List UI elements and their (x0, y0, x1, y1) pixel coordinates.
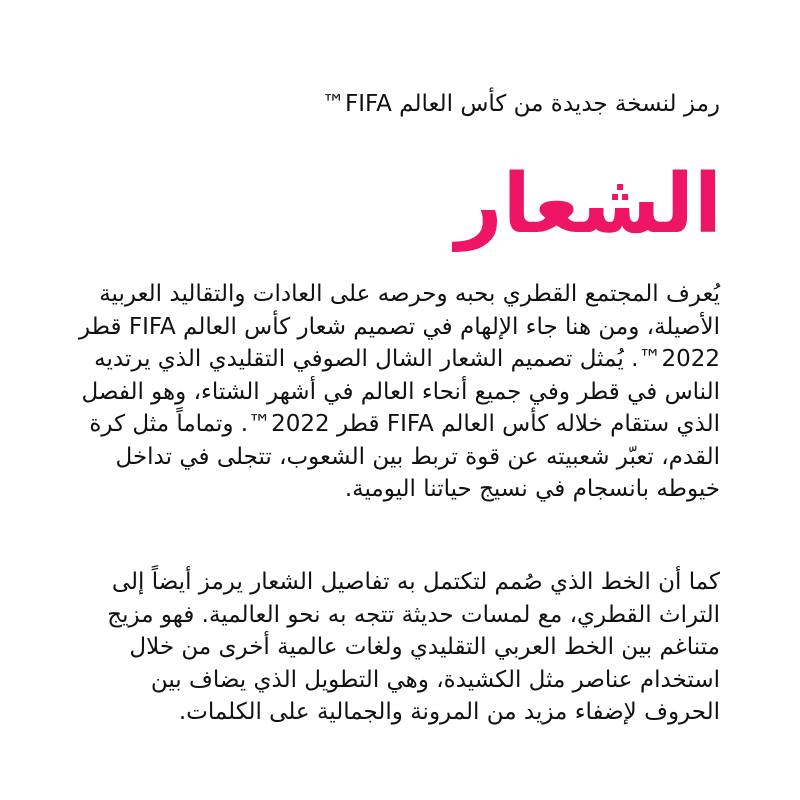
page-title: الشعار (455, 157, 722, 252)
body-paragraph-1: يُعرف المجتمع القطري بحبه وحرصه على العادات والتقاليد العربية الأصيلة، ومن هنا جاء الإلهام في تصميم شعار كأس العالم FIFA قطر 2022™. يُمثل تصميم الشعار الشال الصوفي التقليدي الذي يرتديه الناس في قطر وفي جميع أنحاء العالم في أشهر الشتاء، وهو الفصل الذي ستقام خلاله كأس العالم FIFA قطر 2022™. وتماماً مثل كرة القدم، تعبّر شعبيته عن قوة تربط بين الشعوب، تتجلى في تداخل خيوطه بانسجام في نسيج حياتنا اليومية. (78, 281, 720, 502)
body-paragraph-2: كما أن الخط الذي صُمم لتكتمل به تفاصيل الشعار يرمز أيضاً إلى التراث القطري، مع لمسات حديثة تتجه به نحو العالمية. فهو مزيج متناغم بين الخط العربي التقليدي ولغات عالمية أخرى من خلال استخدام عناصر مثل الكشيدة، وهي التطويل الذي يضاف بين الحروف لإضفاء مزيد من المرونة والجمالية على الكلمات. (107, 569, 720, 725)
page-subtitle: رمز لنسخة جديدة من كأس العالم FIFA™ (322, 91, 720, 117)
